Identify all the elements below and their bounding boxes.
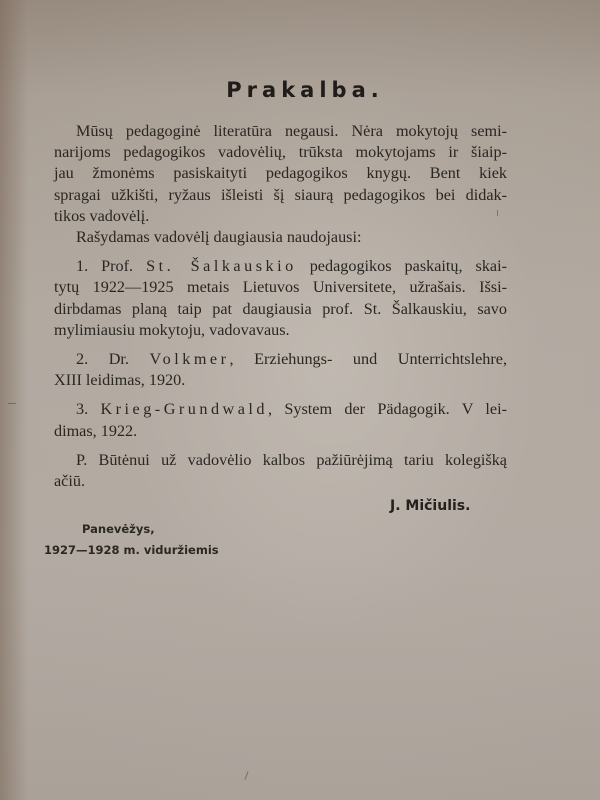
text-line: narijoms pedagogikos vadovėlių, trūksta mokytojams ir šiaip- — [54, 143, 507, 162]
text-line: mylimiausiu mokytoju, vadovavaus. — [54, 320, 290, 339]
text-line: ačiū. — [54, 472, 86, 491]
source-item-3 — [54, 399, 507, 441]
author-name: Volkmer — [149, 350, 230, 369]
author-name: Krieg-Grundwald — [100, 400, 269, 419]
text-line — [54, 349, 507, 370]
page-title: Prakalba. — [226, 78, 384, 102]
paper-mark — [8, 403, 16, 404]
text-line: Rašydamas vadovėlį daugiausia naudojausi: — [76, 228, 362, 247]
text-line: tytų 1922—1925 metais Lietuvos Universitete, užrašais. Išsi- — [54, 278, 507, 297]
paper-mark — [244, 771, 248, 780]
item-text: , System der Pädagogik. V lei- — [268, 400, 508, 419]
author-name: St. Šalkauskio — [146, 257, 297, 276]
text-line — [54, 256, 507, 277]
paragraph-thanks — [54, 450, 507, 492]
item-number: 1. Prof. — [76, 257, 147, 276]
preface-body — [54, 121, 507, 492]
source-item-2 — [54, 349, 507, 391]
place-line: Panevėžys, — [82, 522, 155, 536]
date-line: 1927—1928 m. viduržiemis — [44, 543, 219, 557]
paragraph-sources-intro — [54, 227, 507, 248]
item-number: 3. — [76, 400, 101, 419]
text-line: XIII leidimas, 1920. — [54, 371, 186, 390]
text-line: dirbdamas planą taip pat daugiausia prof. St. Šalkauskiu, savo — [54, 299, 507, 318]
text-line: spragai užkišti, ryžaus išleisti šį siaurą pedagogikos bei didak- — [54, 185, 507, 204]
author-signature: J. Mičiulis. — [390, 498, 471, 514]
paper-mark — [497, 210, 498, 216]
text-line — [54, 399, 507, 420]
text-line: Mūsų pedagoginė literatūra negausi. Nėra mokytojų semi- — [76, 122, 507, 140]
text-line: tikos vadovėlį. — [54, 206, 150, 225]
text-line: P. Būtėnui už vadovėlio kalbos pažiūrėjimą tariu kolegišką — [76, 450, 507, 469]
item-text: , Erziehungs- und Unterrichtslehre, — [229, 350, 507, 369]
item-number: 2. Dr. — [76, 350, 150, 369]
paragraph-intro — [54, 121, 507, 227]
source-item-1 — [54, 256, 507, 341]
text-line: jau žmonėms pasiskaityti pedagogikos knygų. Bent kiek — [54, 164, 507, 183]
item-text: pedagogikos paskaitų, skai- — [296, 257, 508, 276]
text-line: dimas, 1922. — [54, 421, 138, 440]
